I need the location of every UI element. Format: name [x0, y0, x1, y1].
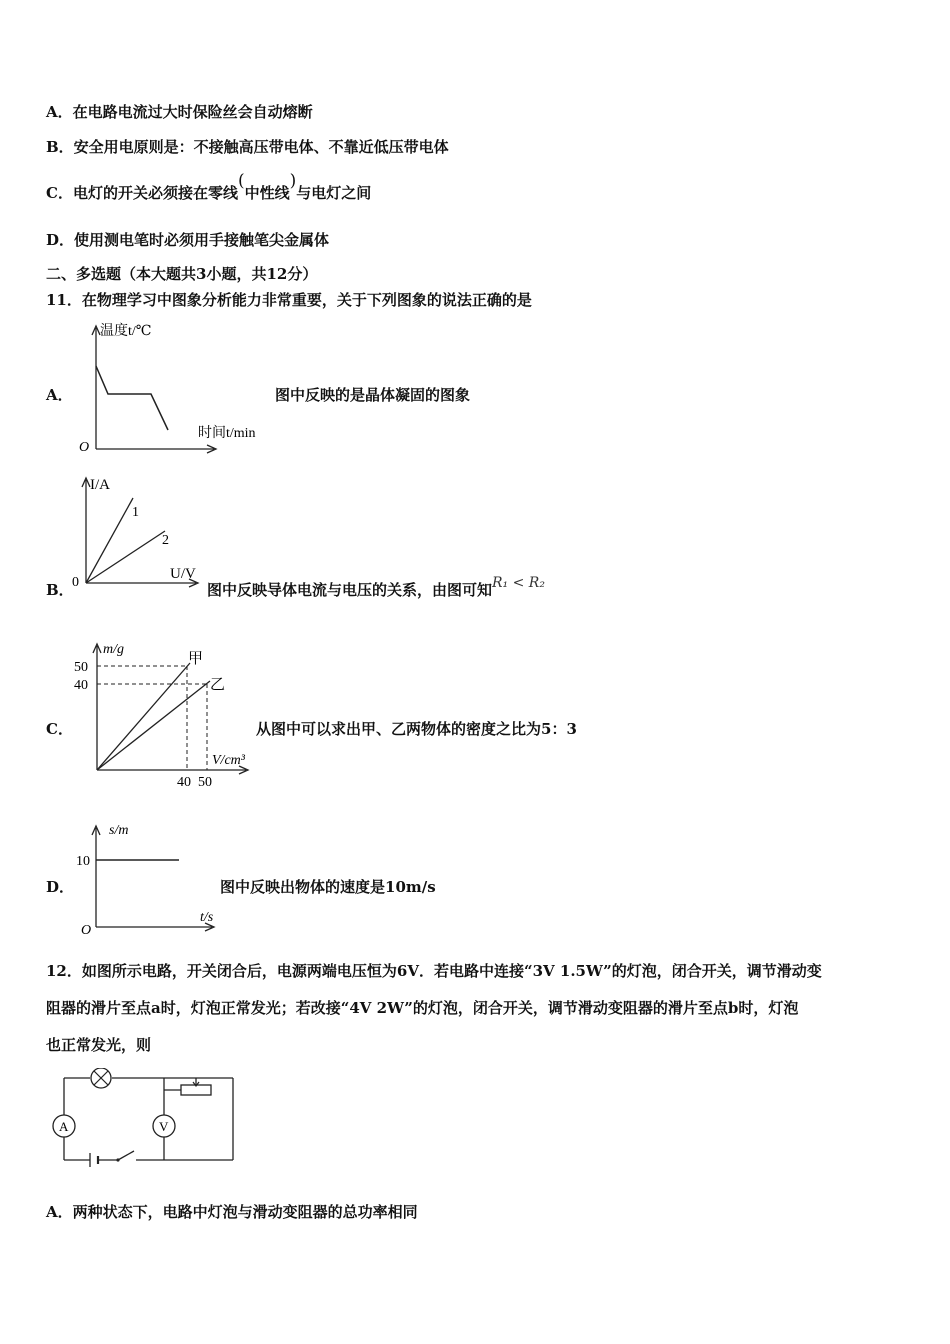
q10-option-c — [46, 171, 372, 203]
q11-d-label: D． — [46, 878, 75, 896]
q12-stem-line-2: 阻器的滑片至点a时，灯泡正常发光；若改接“4V 2W”的灯泡，闭合开关，调节滑动变阻器的滑片至点b时，灯泡 — [46, 999, 799, 1017]
right-paren: ) — [289, 171, 297, 191]
graph-a-temperature-time — [76, 318, 276, 458]
q11-stem: 11．在物理学习中图象分析能力非常重要，关于下列图象的说法正确的是 — [46, 291, 532, 309]
graph-c-line-yi — [97, 681, 210, 770]
graph-c-y50-tick: 50 — [74, 660, 88, 675]
circuit-diagram — [50, 1068, 245, 1172]
graph-d-ylabel: s/m — [109, 823, 129, 838]
q10-option-c-post: 与电灯之间 — [296, 184, 372, 202]
q10-option-c-paren: 中性线 — [244, 184, 290, 202]
graph-c-x50-tick: 50 — [198, 775, 212, 790]
graph-a-xlabel: 时间t/min — [198, 426, 256, 441]
graph-b-line-1 — [86, 498, 133, 583]
q12-stem-line-1: 12．如图所示电路，开关闭合后，电源两端电压恒为6V．若电路中连接“3V 1.5W”的灯泡，闭合开关，调节滑动变 — [46, 962, 822, 980]
q11-b-label: B． — [46, 581, 74, 599]
graph-c-y40-tick: 40 — [74, 678, 88, 693]
graph-c-ylabel: m/g — [103, 642, 124, 657]
r1-less-than-r2-formula: R₁ < R₂ — [492, 575, 545, 591]
graph-d-xlabel: t/s — [200, 910, 214, 925]
graph-c-yi-label: 乙 — [210, 677, 226, 693]
voltmeter-label: V — [159, 1119, 169, 1134]
graph-d-displacement-time — [76, 818, 226, 938]
section-heading: 二、多选题（本大题共3小题，共12分） — [46, 265, 318, 283]
graph-a-curve — [96, 366, 168, 430]
graph-a-origin: O — [79, 440, 90, 455]
q10-option-d: D．使用测电笔时必须用手接触笔尖金属体 — [46, 231, 330, 249]
q11-c-label: C． — [46, 720, 73, 738]
q11-b-sentence: 图中反映导体电流与电压的关系，由图可知 — [207, 581, 493, 599]
graph-b-line2-label: 2 — [162, 533, 169, 548]
graph-c-x40-tick: 40 — [177, 775, 191, 790]
graph-b-ylabel: I/A — [90, 477, 110, 493]
graph-b-line-2 — [86, 531, 165, 583]
graph-b-origin: 0 — [72, 575, 79, 590]
graph-c-xlabel: V/cm³ — [212, 753, 245, 768]
q11-a-label: A． — [46, 386, 73, 404]
graph-c-line-jia — [97, 663, 190, 770]
graph-d-origin: O — [81, 923, 92, 938]
switch-icon — [118, 1151, 134, 1160]
graph-b-xlabel: U/V — [170, 566, 196, 582]
graph-c-jia-label: 甲 — [188, 651, 204, 667]
q10-option-a: A．在电路电流过大时保险丝会自动熔断 — [46, 103, 313, 121]
graph-b-line1-label: 1 — [132, 505, 139, 520]
q11-a-text: 图中反映的是晶体凝固的图象 — [275, 386, 471, 404]
graph-d-y10-tick: 10 — [76, 854, 90, 869]
q11-d-text: 图中反映出物体的速度是10m/s — [220, 878, 436, 896]
graph-c-mass-volume — [70, 636, 260, 792]
graph-b-current-voltage — [70, 472, 210, 594]
q11-b-text — [207, 575, 545, 601]
q10-option-b: B．安全用电原则是：不接触高压带电体、不靠近低压带电体 — [46, 138, 449, 156]
q11-c-text: 从图中可以求出甲、乙两物体的密度之比为5：3 — [256, 720, 577, 738]
left-paren: ( — [237, 171, 245, 191]
q10-option-c-pre: C．电灯的开关必须接在零线 — [46, 184, 238, 202]
q12-stem-line-3: 也正常发光，则 — [46, 1036, 152, 1054]
ammeter-label: A — [59, 1119, 69, 1134]
q12-option-a: A．两种状态下，电路中灯泡与滑动变阻器的总功率相同 — [46, 1203, 418, 1221]
graph-a-ylabel: 温度t/℃ — [100, 324, 152, 339]
